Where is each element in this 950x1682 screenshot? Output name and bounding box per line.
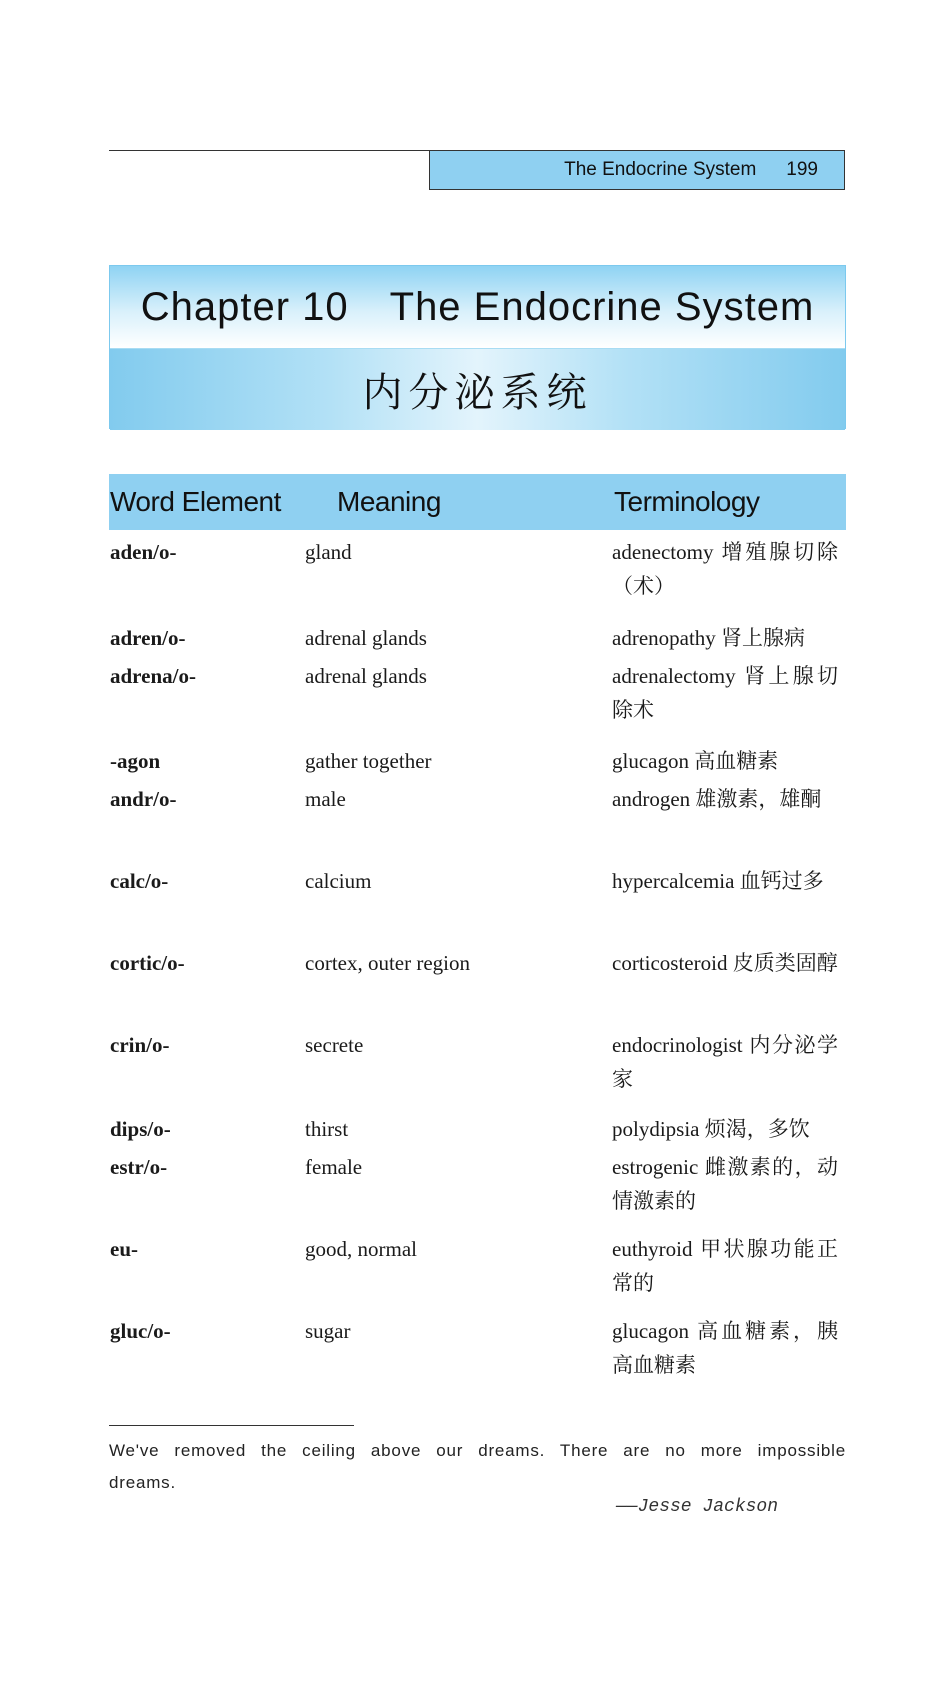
- meaning: adrenal glands: [305, 626, 427, 650]
- word-element: andr/o-: [110, 787, 177, 811]
- column-header-terminology: Terminology: [614, 486, 760, 517]
- meaning: gland: [305, 540, 352, 564]
- quote-author: ——Jesse Jackson: [616, 1497, 779, 1517]
- footnote-quote: We've removed the ceiling above our dreams. There are no more impossible dreams.: [109, 1441, 846, 1492]
- word-element: eu-: [110, 1237, 138, 1261]
- meaning: male: [305, 787, 346, 811]
- meaning: sugar: [305, 1319, 351, 1343]
- meaning: gather together: [305, 749, 432, 773]
- terminology: hypercalcemia 血钙过多: [612, 869, 824, 893]
- meaning: female: [305, 1155, 363, 1179]
- terminology: estrogenic 雌激素的，动情激素的: [612, 1155, 838, 1213]
- terminology: glucagon 高血糖素: [612, 749, 779, 773]
- terminology: corticosteroid 皮质类固醇: [612, 951, 838, 975]
- terminology: euthyroid 甲状腺功能正常的: [612, 1237, 838, 1295]
- page-number: 199: [786, 159, 818, 180]
- column-header-word-element: Word Element: [110, 486, 281, 517]
- word-element: aden/o-: [110, 540, 177, 564]
- meaning: thirst: [305, 1117, 349, 1141]
- meaning: cortex, outer region: [305, 951, 471, 975]
- chapter-title-en: Chapter 10 The Endocrine System: [110, 266, 845, 349]
- terminology: adrenopathy 肾上腺病: [612, 626, 806, 650]
- footnote-rule: [109, 1425, 354, 1426]
- terminology: adrenalectomy 肾上腺切除术: [612, 664, 838, 722]
- meaning: secrete: [305, 1033, 364, 1057]
- header-rule: [109, 150, 429, 151]
- chapter-banner: [109, 265, 846, 429]
- word-element: dips/o-: [110, 1117, 171, 1141]
- terminology: endocrinologist 内分泌学家: [612, 1033, 838, 1091]
- terminology: androgen 雄激素，雄酮: [612, 787, 822, 811]
- word-element: -agon: [110, 749, 161, 773]
- word-element: gluc/o-: [110, 1319, 171, 1343]
- running-header: [429, 150, 845, 190]
- chapter-title-zh: 内分泌系统: [110, 349, 845, 430]
- terminology: glucagon 高血糖素，胰高血糖素: [612, 1319, 838, 1377]
- meaning: calcium: [305, 869, 372, 893]
- word-element: cortic/o-: [110, 951, 185, 975]
- word-element: adren/o-: [110, 626, 186, 650]
- column-header-meaning: Meaning: [337, 486, 441, 517]
- table-header: [109, 474, 846, 530]
- meaning: good, normal: [305, 1237, 417, 1261]
- word-element: estr/o-: [110, 1155, 168, 1179]
- meaning: adrenal glands: [305, 664, 427, 688]
- running-title: The Endocrine System: [564, 159, 757, 180]
- word-element: calc/o-: [110, 869, 169, 893]
- terminology: polydipsia 烦渴，多饮: [612, 1117, 810, 1141]
- word-element: adrena/o-: [110, 664, 196, 688]
- word-element: crin/o-: [110, 1033, 170, 1057]
- terminology: adenectomy 增殖腺切除（术）: [612, 540, 838, 598]
